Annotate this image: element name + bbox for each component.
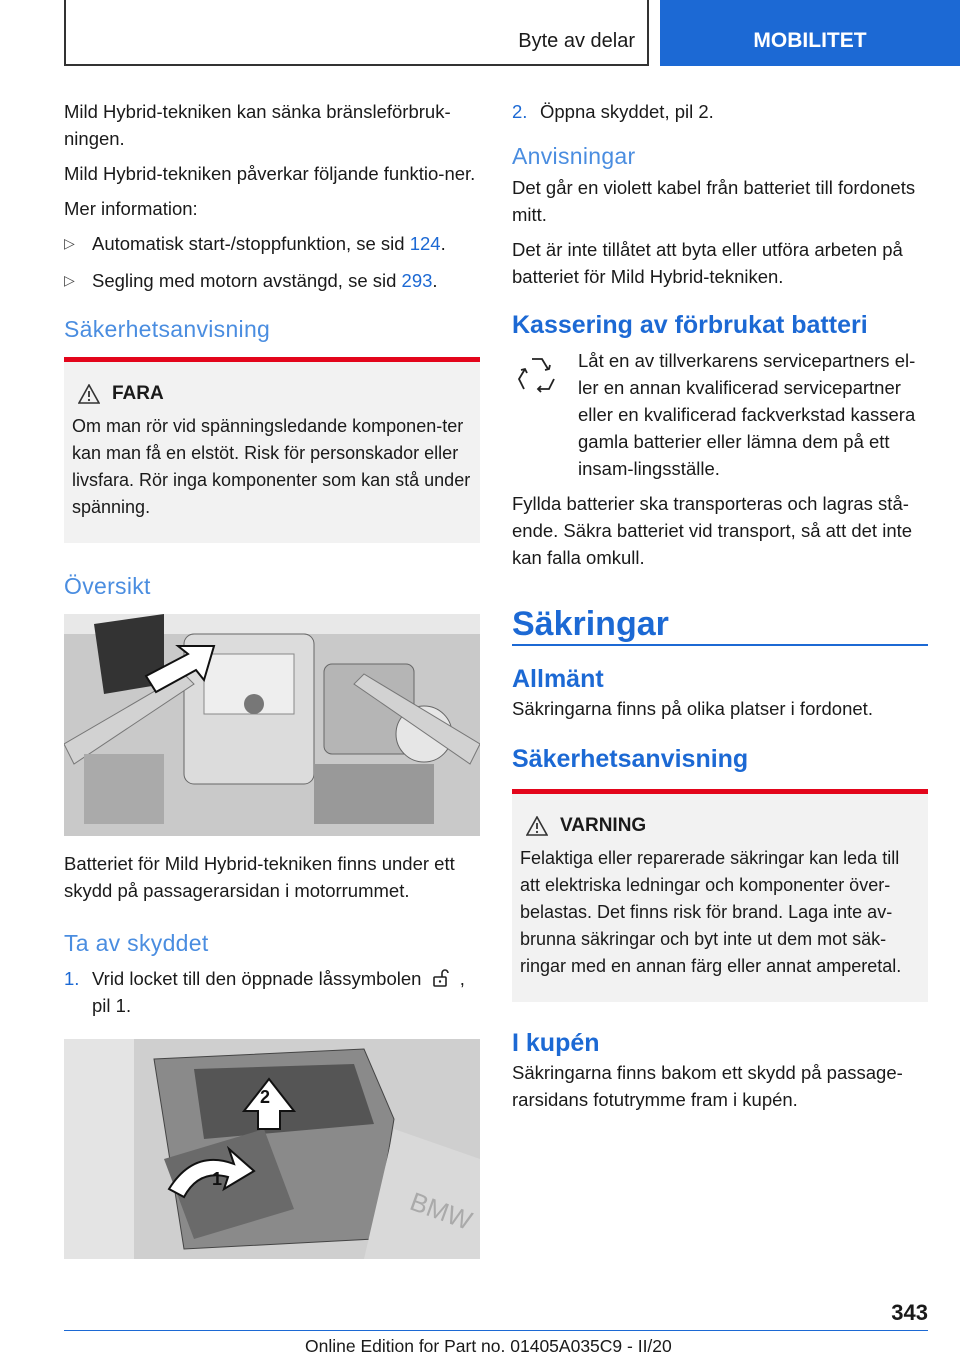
intro-paragraph-2: Mild Hybrid-tekniken påverkar följande funktio-ner. xyxy=(64,163,476,184)
cabin-text: Säkringarna finns bakom ett skydd på passage-rarsidans fotutrymme fram i kupén. xyxy=(512,1062,903,1110)
notes-paragraph-1: Det går en violett kabel från batteriet till fordonets mitt. xyxy=(512,177,916,225)
chapter-tab[interactable]: MOBILITET xyxy=(660,0,960,66)
danger-label: FARA xyxy=(112,383,164,404)
footer-divider xyxy=(64,1330,928,1331)
overview-heading: Översikt xyxy=(64,573,151,599)
fuses-heading: Säkringar xyxy=(512,611,928,646)
overview-caption: Batteriet för Mild Hybrid-tekniken finns under ett skydd på passagerarsidan i motorrummet. xyxy=(64,853,455,901)
step-number: 1. xyxy=(64,968,80,989)
warning-box xyxy=(512,789,928,1002)
svg-text:BMW: BMW xyxy=(406,1186,477,1236)
notes-heading: Anvisningar xyxy=(512,143,636,169)
page-link[interactable]: 293 xyxy=(401,270,433,291)
arrow-label-2: 2 xyxy=(260,1087,271,1107)
fuses-safety-heading: Säkerhetsanvisning xyxy=(512,745,749,773)
warning-text: Felaktiga eller reparerade säkringar kan leda till att elektriska ledningar och komponenter över-belastas. Det finns risk för brand. Laga inte av-brunna säkringar och byt inte ut dem mot säk-ringar med en annan färg eller annat amperetal. xyxy=(520,848,902,976)
danger-box xyxy=(64,357,480,543)
right-column xyxy=(512,98,928,1121)
disposal-paragraph-1: Låt en av tillverkarens servicepartners el-ler en annan kvalificerad servicepartner eller en kvalificerad fackverkstad kassera gamla batterier eller lämna dem på ett insam-lingsställe. xyxy=(578,350,916,479)
steps-list xyxy=(64,965,480,1019)
warning-triangle-icon xyxy=(78,384,100,404)
left-column xyxy=(64,98,480,1273)
edition-footer: Online Edition for Part no. 01405A035C9 - II/20 xyxy=(305,1336,672,1356)
section-title: Byte av delar xyxy=(518,30,635,52)
step-item: 1. Vrid locket till den öppnade låssymbolen , pil 1. xyxy=(64,965,480,1019)
intro-paragraph-1: Mild Hybrid-tekniken kan sänka bränsleförbruk-ningen. xyxy=(64,101,451,149)
triangle-bullet-icon: ▷ xyxy=(64,272,75,288)
list-item: ▷ Automatisk start-/stoppfunktion, se sid 124. xyxy=(64,230,480,257)
engine-bay-photo xyxy=(64,614,480,836)
page-number: 343 xyxy=(891,1300,928,1325)
page-link[interactable]: 124 xyxy=(409,233,441,254)
notes-paragraph-2: Det är inte tillåtet att byta eller utföra arbeten på batteriet för Mild Hybrid-tekniken. xyxy=(512,239,903,287)
disposal-section xyxy=(512,347,928,482)
step-number: 2. xyxy=(512,101,528,122)
warning-label: VARNING xyxy=(560,815,647,836)
unlock-symbol-icon xyxy=(431,968,451,988)
step-item: 2. Öppna skyddet, pil 2. xyxy=(512,98,928,125)
battery-cover-photo xyxy=(64,1039,480,1259)
general-text: Säkringarna finns på olika platser i fordonet. xyxy=(512,698,873,719)
disposal-paragraph-2: Fyllda batterier ska transporteras och lagras stå-ende. Säkra batteriet vid transport, så att det inte kan falla omkull. xyxy=(512,493,913,568)
triangle-bullet-icon: ▷ xyxy=(64,235,75,251)
general-heading: Allmänt xyxy=(512,665,604,693)
list-item: ▷ Segling med motorn avstängd, se sid 293. xyxy=(64,267,480,294)
cabin-heading: I kupén xyxy=(512,1029,600,1057)
recycle-icon xyxy=(512,353,562,403)
arrow-label-1: 1 xyxy=(212,1169,223,1189)
disposal-heading: Kassering av förbrukat batteri xyxy=(512,311,868,339)
danger-text: Om man rör vid spänningsledande komponen-ter kan man få en elstöt. Risk för personskador eller livsfara. Rör inga komponenter som kan stå under spänning. xyxy=(72,416,471,517)
safety-heading: Säkerhetsanvisning xyxy=(64,316,271,342)
steps-list-continued xyxy=(512,98,928,125)
remove-cover-heading: Ta av skyddet xyxy=(64,930,209,956)
warning-triangle-icon xyxy=(526,816,548,836)
intro-paragraph-3: Mer information: xyxy=(64,198,198,219)
info-list xyxy=(64,230,480,294)
